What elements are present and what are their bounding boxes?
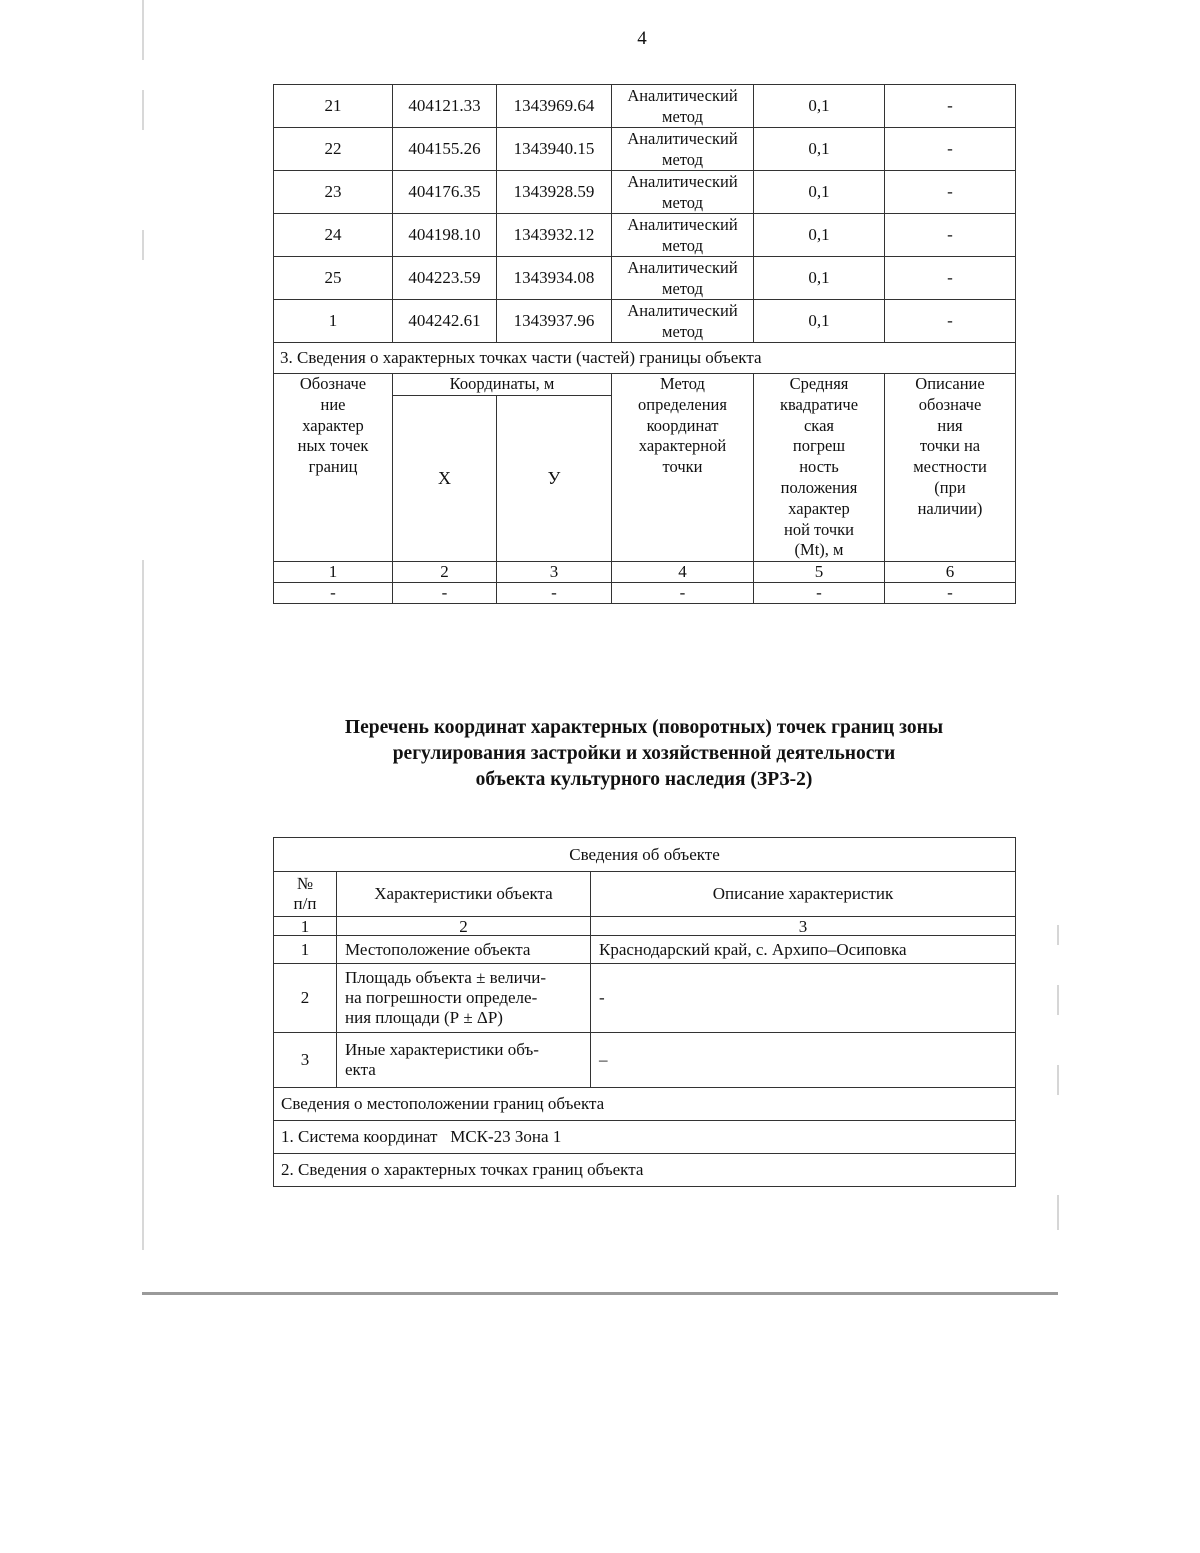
row-number: 3	[274, 1033, 337, 1088]
description-cell: -	[885, 257, 1016, 300]
empty-cell: -	[274, 583, 393, 604]
column-number-row	[274, 917, 1016, 936]
table-row	[274, 964, 1016, 1033]
description-cell: -	[591, 964, 1016, 1033]
header-coordinates: Координаты, м	[393, 374, 612, 396]
point-number-cell: 22	[274, 128, 393, 171]
coordinate-system-label: 1. Система координат	[281, 1127, 438, 1146]
point-number-cell: 24	[274, 214, 393, 257]
mt-cell: 0,1	[754, 214, 885, 257]
coordinates-table	[273, 84, 1016, 604]
description-cell: Краснодарский край, с. Архипо–Осиповка	[591, 936, 1016, 964]
method-cell: Аналитический метод	[612, 214, 754, 257]
scan-edge-left	[142, 230, 144, 260]
table-row	[274, 85, 1016, 128]
header-number: № п/п	[274, 872, 337, 917]
empty-cell: -	[497, 583, 612, 604]
section-title-row	[274, 343, 1016, 374]
table-row	[274, 257, 1016, 300]
characteristic-cell: Иные характеристики объ- екта	[337, 1033, 591, 1088]
mt-cell: 0,1	[754, 128, 885, 171]
column-number: 2	[393, 562, 497, 583]
y-coordinate-cell: 1343928.59	[497, 171, 612, 214]
object-info-table	[273, 837, 1016, 1187]
column-number: 2	[337, 917, 591, 936]
method-cell: Аналитический метод	[612, 300, 754, 343]
header-method: Метод определения координат характерной точки	[612, 374, 754, 562]
header-row	[274, 374, 1016, 396]
characteristic-cell: Площадь объекта ± величи- на погрешности определе- ния площади (Р ± ΔР)	[337, 964, 591, 1033]
column-number: 6	[885, 562, 1016, 583]
heading-line: регулирования застройки и хозяйственной деятельности	[392, 743, 896, 764]
point-number-cell: 23	[274, 171, 393, 214]
x-coordinate-cell: 404176.35	[393, 171, 497, 214]
x-coordinate-cell: 404198.10	[393, 214, 497, 257]
scan-edge-right	[1057, 1065, 1059, 1095]
point-number-cell: 21	[274, 85, 393, 128]
mt-cell: 0,1	[754, 171, 885, 214]
table-row	[274, 1154, 1016, 1187]
header-mean-error: Средняя квадратиче ская погреш ность положения характер ной точки (Mt), м	[754, 374, 885, 562]
table-row	[274, 171, 1016, 214]
scan-edge-left	[142, 560, 144, 1250]
header-description: Описание обозначе ния точки на местности (при наличии)	[885, 374, 1016, 562]
scan-edge-right	[1057, 925, 1059, 945]
empty-cell: -	[393, 583, 497, 604]
header-y: У	[497, 395, 612, 561]
table-row	[274, 1121, 1016, 1154]
method-cell: Аналитический метод	[612, 171, 754, 214]
mt-cell: 0,1	[754, 85, 885, 128]
section-3-title: 3. Сведения о характерных точках части (частей) границы объекта	[274, 343, 1016, 374]
section-heading	[273, 715, 1015, 793]
empty-cell: -	[754, 583, 885, 604]
x-coordinate-cell: 404242.61	[393, 300, 497, 343]
x-coordinate-cell: 404223.59	[393, 257, 497, 300]
scan-edge-right	[1057, 1195, 1059, 1230]
object-table-title: Сведения об объекте	[274, 838, 1016, 872]
page-number: 4	[637, 28, 647, 49]
row-number: 1	[274, 936, 337, 964]
heading-line: объекта культурного наследия (ЗРЗ-2)	[475, 769, 813, 790]
column-number: 5	[754, 562, 885, 583]
empty-cell: -	[885, 583, 1016, 604]
coordinate-system-cell	[274, 1121, 1016, 1154]
table-row	[274, 1088, 1016, 1121]
mt-cell: 0,1	[754, 300, 885, 343]
method-cell: Аналитический метод	[612, 128, 754, 171]
scan-bottom-edge	[142, 1292, 1058, 1295]
column-number: 3	[591, 917, 1016, 936]
scan-edge-right	[1057, 985, 1059, 1015]
point-number-cell: 1	[274, 300, 393, 343]
header-description: Описание характеристик	[591, 872, 1016, 917]
description-cell: -	[885, 214, 1016, 257]
table-row	[274, 1033, 1016, 1088]
column-number-row	[274, 562, 1016, 583]
method-cell: Аналитический метод	[612, 257, 754, 300]
description-cell: -	[885, 300, 1016, 343]
location-title: Сведения о местоположении границ объекта	[274, 1088, 1016, 1121]
point-number-cell: 25	[274, 257, 393, 300]
description-cell: -	[885, 128, 1016, 171]
coordinate-system-value: МСК-23 Зона 1	[450, 1127, 562, 1146]
column-number: 4	[612, 562, 754, 583]
column-number: 1	[274, 562, 393, 583]
row-number: 2	[274, 964, 337, 1033]
y-coordinate-cell: 1343932.12	[497, 214, 612, 257]
scan-edge-left	[142, 90, 144, 130]
x-coordinate-cell: 404121.33	[393, 85, 497, 128]
column-number: 3	[497, 562, 612, 583]
header-x: Х	[393, 395, 497, 561]
table-row	[274, 128, 1016, 171]
mt-cell: 0,1	[754, 257, 885, 300]
column-number: 1	[274, 917, 337, 936]
table-row	[274, 300, 1016, 343]
description-cell: –	[591, 1033, 1016, 1088]
x-coordinate-cell: 404155.26	[393, 128, 497, 171]
description-cell: -	[885, 85, 1016, 128]
header-characteristics: Характеристики объекта	[337, 872, 591, 917]
header-row	[274, 872, 1016, 917]
header-point-designation: Обозначе ние характер ных точек границ	[274, 374, 393, 562]
y-coordinate-cell: 1343969.64	[497, 85, 612, 128]
y-coordinate-cell: 1343934.08	[497, 257, 612, 300]
table-title-row	[274, 838, 1016, 872]
empty-cell: -	[612, 583, 754, 604]
section-2-title: 2. Сведения о характерных точках границ объекта	[274, 1154, 1016, 1187]
y-coordinate-cell: 1343937.96	[497, 300, 612, 343]
y-coordinate-cell: 1343940.15	[497, 128, 612, 171]
description-cell: -	[885, 171, 1016, 214]
table-row	[274, 936, 1016, 964]
characteristic-cell: Местоположение объекта	[337, 936, 591, 964]
method-cell: Аналитический метод	[612, 85, 754, 128]
table-row	[274, 214, 1016, 257]
heading-line: Перечень координат характерных (поворотных) точек границ зоны	[344, 717, 944, 738]
table-row	[274, 583, 1016, 604]
